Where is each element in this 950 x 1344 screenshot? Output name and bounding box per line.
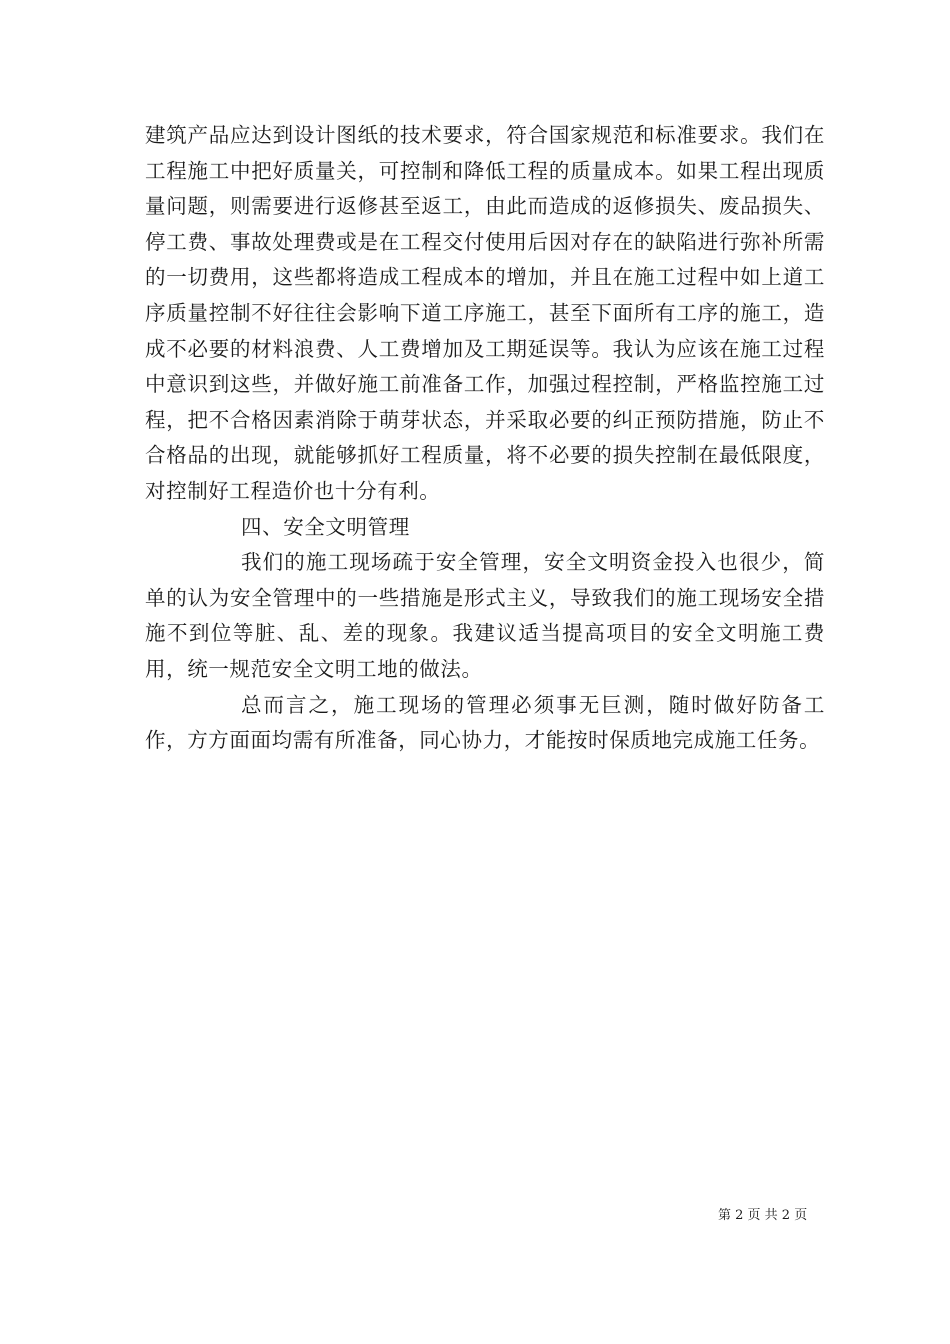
paragraph-safety-management: 我们的施工现场疏于安全管理，安全文明资金投入也很少，简单的认为安全管理中的一些措施是形式主义，导致我们的施工现场安全措施不到位等脏、乱、差的现象。我建议适当提高项目的安全文明施工费用，统一规范安全文明工地的做法。 (145, 550, 825, 681)
page-number-footer: 第 2 页 共 2 页 (718, 1208, 808, 1223)
paragraph-conclusion: 总而言之，施工现场的管理必须事无巨测，随时做好防备工作，方方面面均需有所准备，同心协力，才能按时保质地完成施工任务。 (145, 692, 825, 753)
document-body (145, 118, 825, 759)
section-heading-safety: 四、安全文明管理 (241, 514, 410, 539)
paragraph-quality-cost: 建筑产品应达到设计图纸的技术要求，符合国家规范和标准要求。我们在工程施工中把好质量关，可控制和降低工程的质量成本。如果工程出现质量问题，则需要进行返修甚至返工，由此而造成的返修损失、废品损失、停工费、事故处理费或是在工程交付使用后因对存在的缺陷进行弥补所需的一切费用，这些都将造成工程成本的增加，并且在施工过程中如上道工序质量控制不好往往会影响下道工序施工，甚至下面所有工序的施工，造成不必要的材料浪费、人工费增加及工期延误等。我认为应该在施工过程中意识到这些，并做好施工前准备工作，加强过程控制，严格监控施工过程，把不合格因素消除于萌芽状态，并采取必要的纠正预防措施，防止不合格品的出现，就能够抓好工程质量，将不必要的损失控制在最低限度，对控制好工程造价也十分有利。 (145, 123, 825, 503)
